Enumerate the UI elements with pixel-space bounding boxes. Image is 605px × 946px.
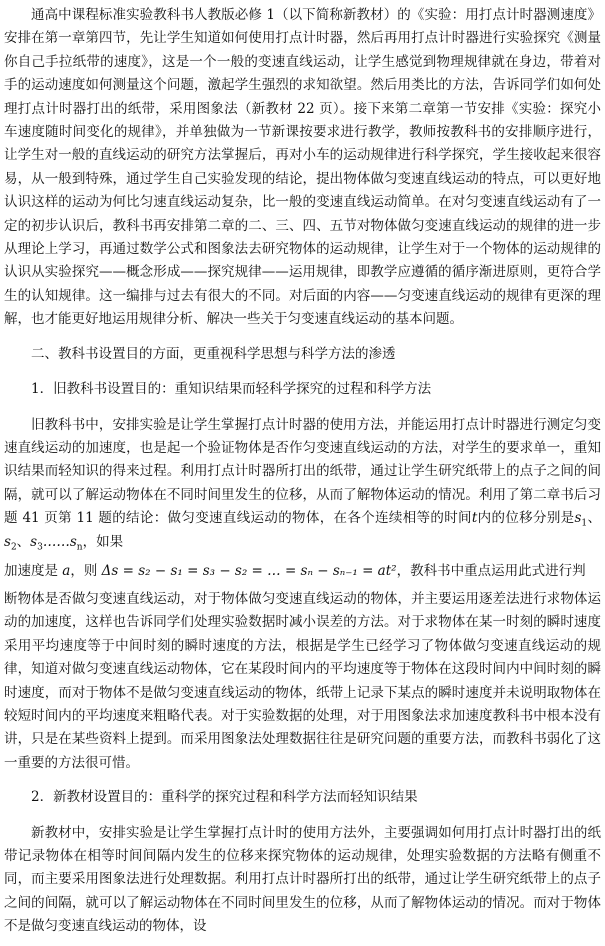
paragraph-old-textbook-mid: 内的位移分别是 (477, 510, 575, 527)
subheading-new-textbook: 2．新教材设置目的：重科学的探究过程和科学方法而轻知识结果 (31, 789, 418, 806)
symbol-s2-sub: 2 (10, 542, 17, 553)
symbol-sn-sub: n (76, 542, 83, 553)
symbol-a: a (62, 562, 71, 579)
formula-then: ，则 (70, 562, 98, 579)
symbol-s1-sub: 1 (581, 518, 588, 529)
symbol-sn: ……s (42, 533, 77, 550)
paragraph-new-textbook: 新教材中，安排实验是让学生掌握打点计时的使用方法外，主要强调如何用打点计时器打出的纸带记录物体在相等时间间隔内发生的位移来探究物体的运动规律，处理实验数据的方法略有侧重不同，而主要采用图象法进行处理数据。利用打点计时器所打出的纸带，通过让学生研究纸带上的点子之间的间隔，就可以了解运动物体在不同时间里发生的位移，从而了解物体运动的情况。而对于物体不是做匀变速直线运动的物体，设 (4, 824, 601, 935)
paragraph-old-textbook-text: 旧教科书中，安排实验是让学生掌握打点计时器的使用方法，并能运用打点计时器进行测定匀变速直线运动的加速度，也是起一个验证物体是否作匀变速直线运动的方法，对学生的要求单一，重知识结果而轻知识的得来过程。利用打点计时器所打出的纸带，通过让学生研究纸带上的点子之间的间隔，就可以了解运动物体在不同时间里发生的位移，从而了解物体运动的情况。利用了第二章书后习题 41 页第 11 题的结论：做匀变速直线运动的物体，在各个连续相等的时间 (4, 416, 601, 527)
symbol-s1: s (574, 510, 582, 527)
paragraph-old-textbook-continued: 断物体是否做匀变速直线运动，对于物体做匀变速直线运动的物体，并主要运用逐差法进行求物体运动的加速度，这样也告诉同学们处理实验数据时减小误差的方法。对于求物体在某一时刻的瞬时速度采用平均速度等于中间时刻的瞬时速度的方法，根据是学生已经学习了物体做匀变速直线运动的规律，知道对做匀变速直线运动物体，它在某段时间内的平均速度等于物体在这段时间内中间时刻的瞬时速度，而对于物体不是做匀变速直线运动的物体，纸带上记录下某点的瞬时速度并未说明取物体在较短时间内的平均速度来粗略代表。对于实验数据的处理，对于用图象法求加速度教科书中根本没有讲，只是在某些资料上提到。而采用图象法处理数据往往是研究问题的重要方法，而教科书弱化了这一重要的方法很可惜。 (4, 590, 601, 771)
symbol-s3: s (30, 533, 38, 550)
formula-prefix: 加速度是 (4, 562, 58, 579)
symbol-s3-sub: 3 (37, 542, 43, 553)
subheading-old-textbook: 1．旧教科书设置目的：重知识结果而轻科学探究的过程和科学方法 (31, 381, 432, 398)
formula-expression: Δs = s₂ − s₁ = s₃ − s₂ = … = sₙ − sₙ₋₁ = at² (101, 562, 397, 579)
symbol-s2: s (4, 533, 11, 550)
symbol-t: t (471, 510, 478, 527)
section-heading-2: 二、教科书设置目的方面，更重视科学思想与科学方法的渗透 (31, 345, 396, 362)
paragraph-new-textbook-arrangement: 通高中课程标准实验教科书人教版必修 1（以下简称新教材）的《实验：用打点计时器测速度》安排在第一章第四节，先让学生知道如何使用打点计时器，然后再用打点计时器进行实验探究《测量你自己手拉纸带的速度》，这是一个一般的变速直线运动，让学生感觉到物理规律就在身边，带着对手的运动速度如何测量这个问题，激起学生强烈的求知欲望。然后用类比的方法，告诉同学们如何处理打点计时器打出的纸带，采用图象法（新教材 22 页）。接下来第二章第一节安排《实验：探究小车速度随时间变化的规律》，并单独做为一节新课按要求进行教学，教师按教科书的安排顺序进行，让学生对一般的直线运动的研究方法掌握后，再对小车的运动规律进行科学探究，学生接收起来很容易，从一般到特殊，通过学生自己实验发现的结论，提出物体做匀变速直线运动的特点，可以更好地认识这样的运动为何比匀速直线运动复杂，比一般的变速直线运动简单。在对匀变速直线运动有了一定的初步认识后，教科书再安排第二章的二、三、四、五节对物体做匀变速直线运动的规律的进一步从理论上学习，再通过数学公式和图象法去研究物体的运动规律，让学生对于一个物体的运动规律的认识从实验探究——概念形成——探究规律——运用规律，即教学应遵循的循序渐进原则，更符合学生的认知规律。这一编排与过去有很大的不同。对后面的内容——匀变速直线运动的规律有更深的理解，也才能更好地运用规律分析、解决一些关于匀变速直线运动的基本问题。 (4, 7, 601, 328)
formula-suffix: ，教科书中重点运用此式进行判 (396, 562, 586, 579)
paragraph-old-textbook-if: ，如果 (82, 533, 124, 550)
paragraph-old-textbook: 旧教科书中，安排实验是让学生掌握打点计时器的使用方法，并能运用打点计时器进行测定匀变速直线运动的加速度，也是起一个验证物体是否作匀变速直线运动的方法，对学生的要求单一，重知识结果而轻知识的得来过程。利用打点计时器所打出的纸带，通过让学生研究纸带上的点子之间的间隔，就可以了解运动物体在不同时间里发生的位移，从而了解物体运动的情况。利用了第二章书后习题 41 页第 11 题的结论：做匀变速直线运动的物体，在各个连续相等的时间t内的位移分别是$s_1$、$s_2$、$s_3\dots\dots s_n$，如果 (4, 416, 601, 553)
formula-line (4, 554, 601, 588)
